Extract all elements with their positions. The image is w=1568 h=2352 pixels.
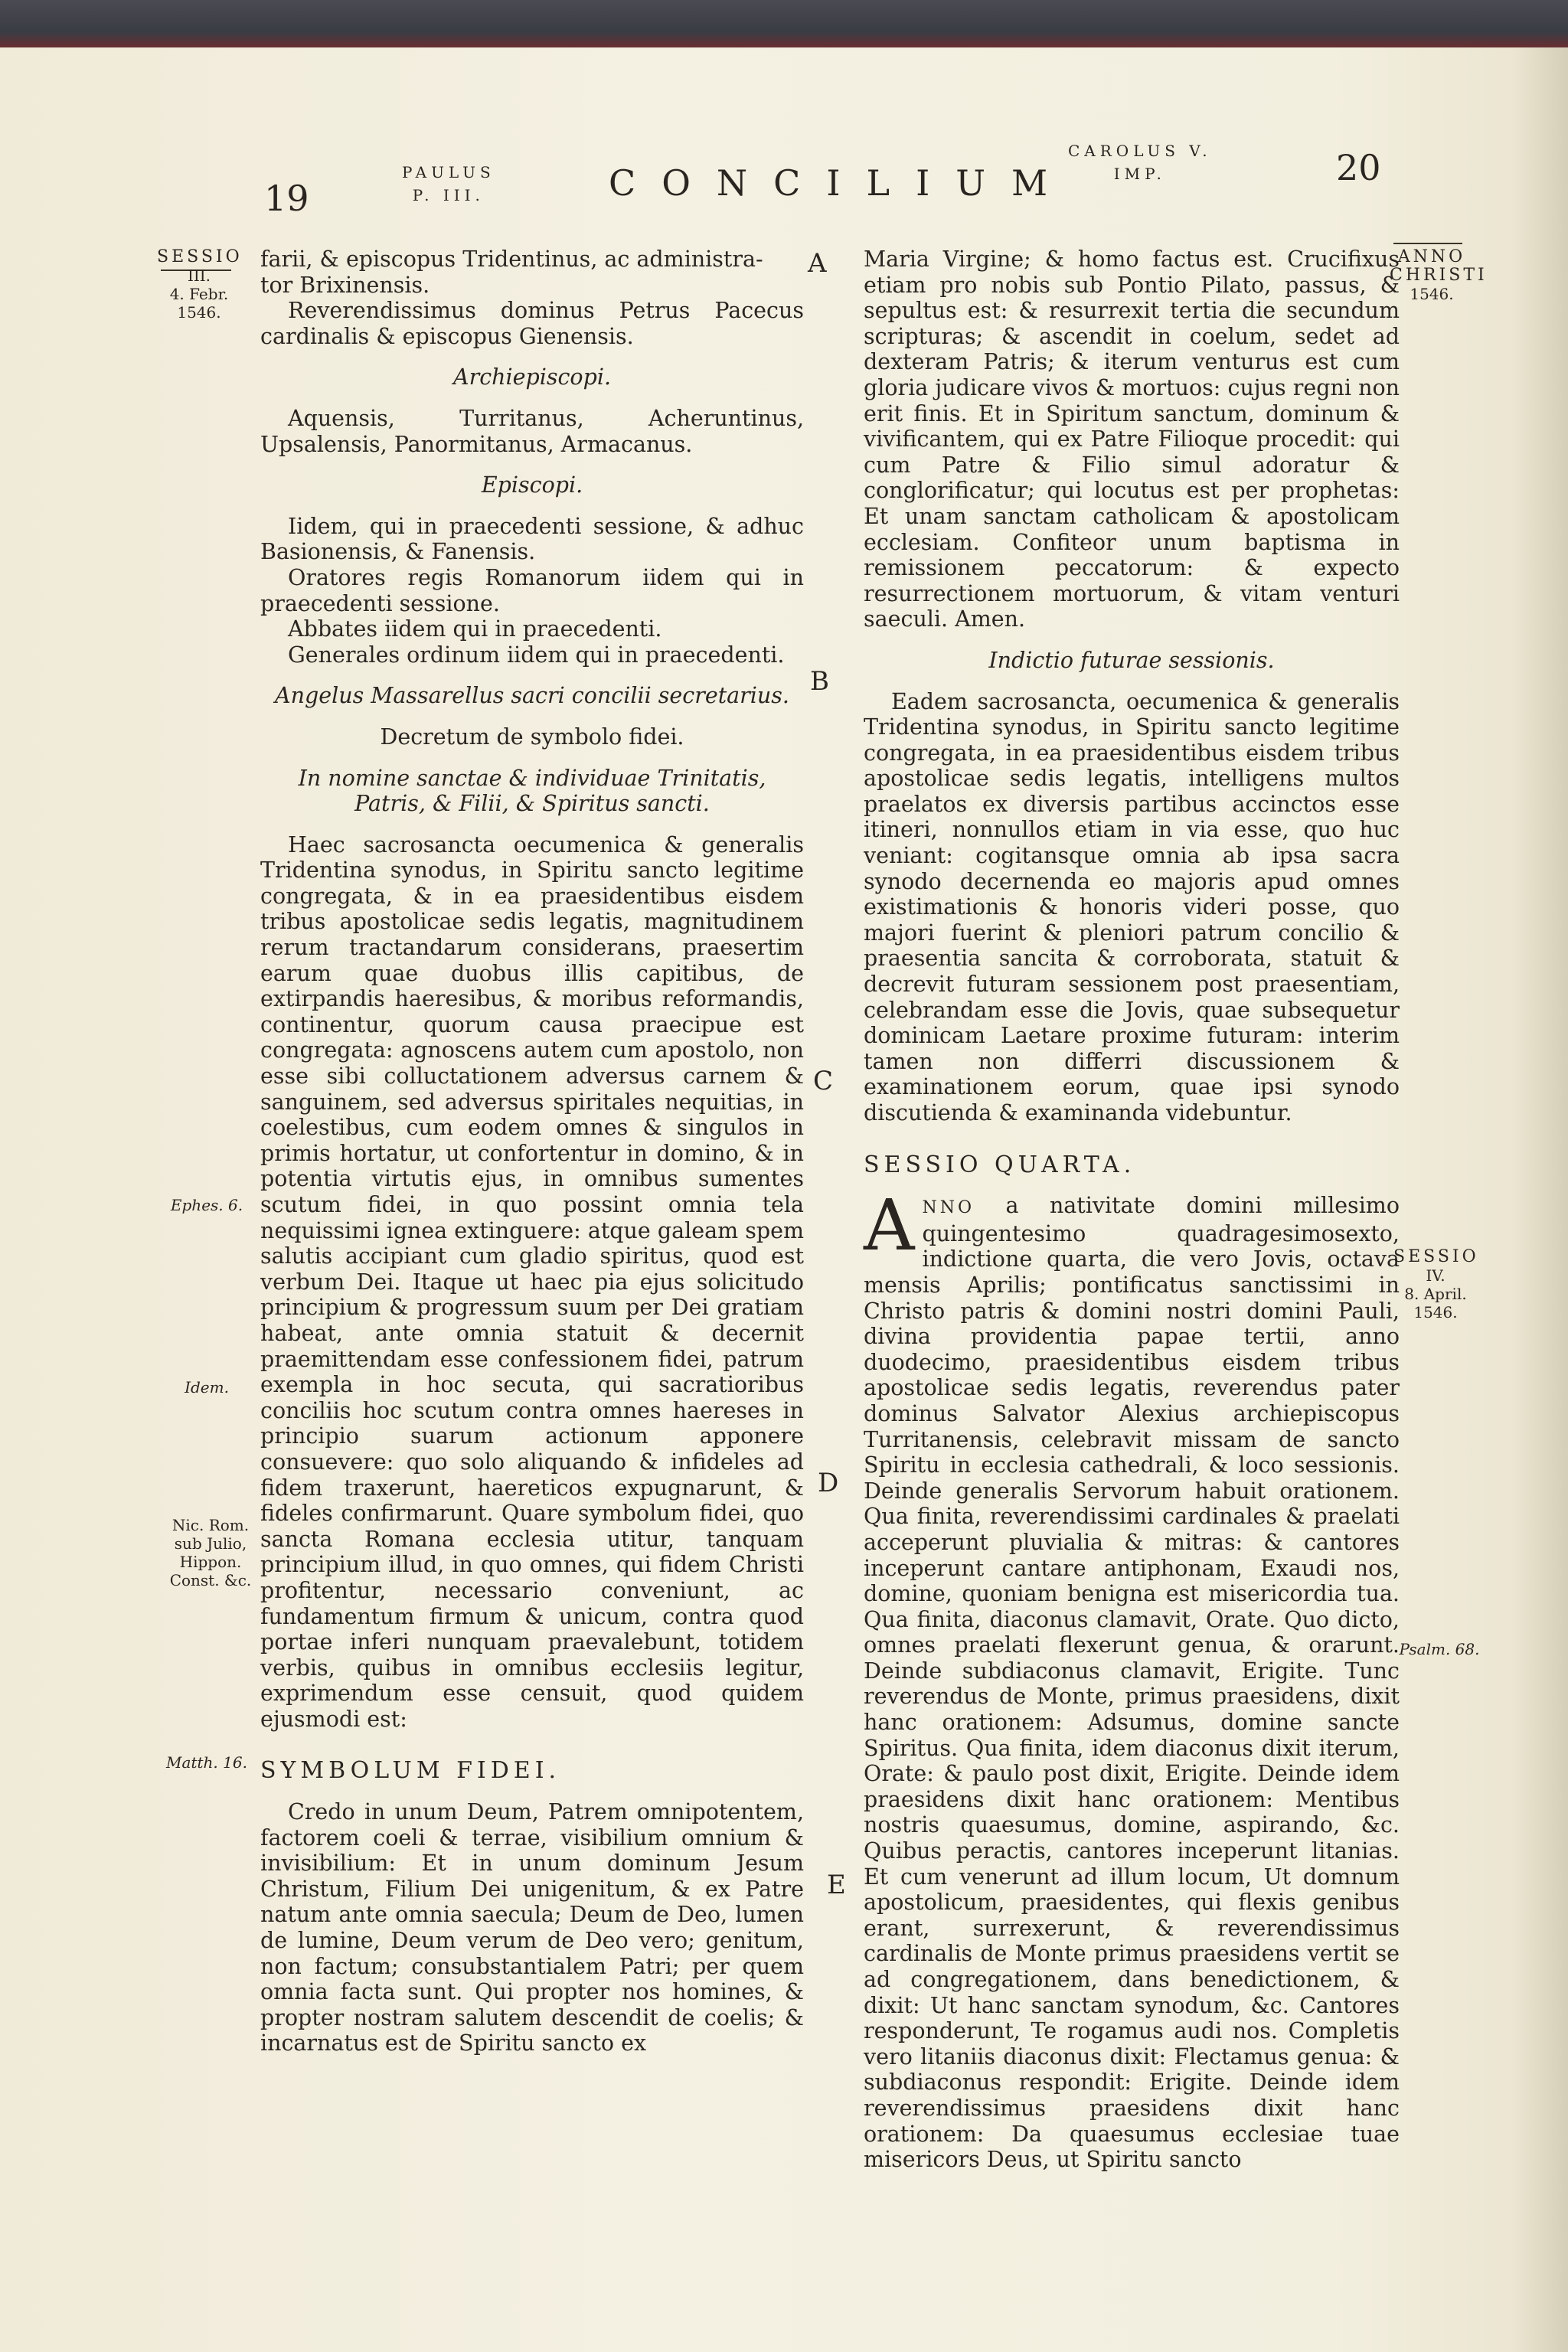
background-tablecloth xyxy=(0,0,1568,54)
running-head-right xyxy=(1068,139,1212,185)
running-title: CONCILIUM xyxy=(609,162,1074,204)
margin-note-psalm: Psalm. 68. xyxy=(1399,1640,1480,1658)
book-page xyxy=(0,47,1568,2352)
right-column xyxy=(864,247,1400,2173)
section-letter-a: A xyxy=(808,248,827,279)
running-head-left xyxy=(402,161,495,207)
margin-year: 1546. xyxy=(177,303,221,322)
margin-note-matth: Matth. 16. xyxy=(166,1753,247,1772)
archiepiscopi-names: Aquensis, Turritanus, Acheruntinus, Upsalensis, Panormitanus, Armacanus. xyxy=(260,405,804,457)
left-line-2: tor Brixinensis. xyxy=(260,272,430,298)
creed-continuation: Maria Virgine; & homo factus est. Crucifixus etiam pro nobis sub Pontio Pilato, passus, & sepultus est: & resurrexit tertia die secundum scripturas; & ascendit in coelum, sedet ad dexteram Patris; & iterum venturus est cum gloria judicare vivos & mortuos: cujus regni non erit finis. Et in Spiritum sanctum, dominum & vivificantem, qui ex Patre Filioque procedit: qui cum Patre & Filio simul adoratur & conglorificatur; qui locutus est per prophetas: Et unam sanctam catholicam & apostolicam ecclesiam. Confiteor unum baptisma in remissionem peccatorum: & expecto resurrectionem mortuorum, & vitam venturi saeculi. Amen. xyxy=(864,247,1400,632)
margin-note-ephes: Ephes. 6. xyxy=(170,1196,243,1214)
indictio-body: Eadem sacrosancta, oecumenica & generalis Tridentina synodus, in Spiritu sancto legitime congregata, in ea praesidentibus eisdem tribus apostolicae sedis legatis, intelligens multos praelatos ex diversis partibus accinctos esse itineri, nonnullos etiam in via esse, quo huc veniant: cogitansque omnia ab ipsa sacra synodo decernenda eo majoris apud omnes existimationis & honoris videri posse, quo majori fuerint & pleniori patrum concilio & praesentia sancita & corroborata, statuit & decrevit futuram sessionem post praesentiam, celebrandam esse die Jovis, quae subsequetur dominicam Laetare proxime futuram: interim tamen non differri discussionem & examinationem eorum, quae ipsi synodo discutienda & examinanda videbuntur. xyxy=(864,688,1400,1125)
iidem-entry: Iidem, qui in praecedenti sessione, & adhuc Basionensis, & Fanensis. xyxy=(260,513,804,565)
page-number-left: 19 xyxy=(264,178,309,219)
section-letter-e: E xyxy=(827,1870,846,1900)
margin-note-session xyxy=(157,248,241,322)
creed-text: Credo in unum Deum, Patrem omnipotentem, factorem coeli & terrae, visibilium omnium & invisibilium: Et in unum dominum Jesum Christum, Filium Dei unigenitum, & ex Patre natum ante omnia saecula; Deum de Deo, lumen de lumine, Deum verum de Deo vero; genitum, non factum; consubstantialem Patri; per quem omnia facta sunt. Qui propter nos homines, & propter nostram salutem descendit de coelis; & incarnatus est de Spiritu sancto ex xyxy=(260,1799,804,2056)
page-number-right: 20 xyxy=(1336,147,1381,188)
section-letter-c: C xyxy=(813,1066,834,1096)
margin-year-4: 1546. xyxy=(1413,1303,1458,1321)
margin-note-idem: Idem. xyxy=(185,1378,229,1396)
archiepiscopi-heading: Archiepiscopi. xyxy=(452,364,612,390)
running-head-left-line1: PAULUS xyxy=(402,163,495,181)
drop-cap: A xyxy=(864,1184,915,1267)
margin-anno: ANNO xyxy=(1397,247,1466,266)
running-head-left-line2: P. III. xyxy=(412,186,485,204)
section-letter-d: D xyxy=(818,1468,839,1498)
margin-nic-line2: sub Julio, xyxy=(174,1534,247,1553)
margin-nic-line3: Hippon. xyxy=(179,1553,242,1571)
margin-date: 4. Febr. xyxy=(169,285,229,303)
running-header xyxy=(0,47,1568,219)
page-edge-shadow xyxy=(1514,47,1568,2352)
episcopi-heading: Episcopi. xyxy=(481,472,583,498)
margin-note-councils xyxy=(165,1516,256,1589)
pacecus-entry: Reverendissimus dominus Petrus Pacecus cardinalis & episcopus Gienensis. xyxy=(260,298,804,349)
running-head-right-line1: CAROLUS V. xyxy=(1068,142,1212,160)
left-line-1: farii, & episcopus Tridentinus, ac administra- xyxy=(260,247,763,272)
margin-nic-line1: Nic. Rom. xyxy=(172,1516,250,1534)
decree-body: Haec sacrosancta oecumenica & generalis Tridentina synodus, in Spiritu sancto legitime congregata, & in ea praesidentibus eisdem tribus apostolicae sedis legatis, magnitudinem rerum tractandarum considerans, praesertim earum quae duobus illis capitibus, de extirpandis haeresibus, & moribus reformandis, continentur, quorum causa praecipue est congregata: agnoscens autem cum apostolo, non esse sibi colluctationem adversus carnem & sanguinem, sed adversus spiritales nequitias, in coelestibus, cum eodem omnes & singulos in primis hortatur, ut confortentur in domino, & in potentia virtutis ejus, in omnibus sumentes scutum fidei, in quo possint omnia tela nequissimi ignea extinguere: atque galeam spem salutis accipiant cum gladio spiritus, quod est verbum Dei. Itaque ut haec pia ejus solicitudo principium & progressum suum per Dei gratiam habeat, ante omnia statuit & decernit praemittendam esse confessionem fidei, patrum exempla in hoc secuta, qui sacratioribus conciliis hoc scutum contra omnes haereses in principio suarum actionum apponere consuevere: quo solo aliquando & infideles ad fidem traxerunt, haereticos expugnarunt, & fideles confirmarunt. Quare symbolum fidei, quo sancta Romana ecclesia utitur, tanquam principium illud, in quo omnes, qui fidem Christi profitentur, necessario conveniunt, ac fundamentum firmum & unicum, contra quod portae inferi nunquam praevalebunt, totidem verbis, quibus in omnibus ecclesiis legitur, exprimendum esse censuit, quod quidem ejusmodi est: xyxy=(260,831,804,1732)
margin-date-4: 8. April. xyxy=(1404,1285,1467,1303)
indictio-heading: Indictio futurae sessionis. xyxy=(988,647,1275,673)
anno-smallcaps: NNO xyxy=(922,1198,975,1218)
margin-christi: CHRISTI xyxy=(1390,266,1488,285)
oratores-entry: Oratores regis Romanorum iidem qui in praecedenti sessione. xyxy=(260,564,804,616)
decree-title: Decretum de symbolo fidei. xyxy=(380,724,684,750)
invocation: In nomine sanctae & individuae Trinitatis, Patris, & Filii, & Spiritus sancti. xyxy=(298,765,766,817)
margin-note-year xyxy=(1390,247,1488,303)
margin-sessio: SESSIO xyxy=(157,247,243,266)
generales-entry: Generales ordinum iidem qui in praecedenti. xyxy=(288,642,785,668)
running-head-right-line2: IMP. xyxy=(1113,165,1166,183)
margin-rule-right xyxy=(1393,243,1462,244)
session4-text: a nativitate domini millesimo quingentesimo quadragesimosexto, indictione quarta, die vero Jovis, octava mensis Aprilis; pontificatus sanctissimi in Christo patris & domini nostri domini Pauli, divina providentia papae tertii, anno duodecimo, praesidentibus eisdem tribus apostolicae sedis legatis, reverendus pater dominus Salvator Alexius archiepiscopus Turritanensis, celebravit missam de sancto Spiritu in ecclesia cathedrali, & loco sessionis. Deinde generalis Servorum habuit orationem. Qua finita, reverendissimi cardinales & praelati acceperunt pluvialia & mitras: & cantores inceperunt cantare antiphonam, Exaudi nos, domine, quoniam benigna est misericordia tua. Qua finita, diaconus clamavit, Orate. Quo dicto, omnes praelati flexerunt genua, & orarunt. Deinde subdiaconus clamavit, Erigite. Tunc reverendus de Monte, primus praesidens, dixit hanc orationem: Adsumus, domine sancte Spiritus. Qua finita, idem diaconus dixit iterum, Orate: & paulo post dixit, Erigite. Deinde idem praesidens dixit hanc orationem: Mentibus nostris quaesumus, domine, aspirando, &c. Quibus peractis, cantores inceperunt litanias. Et cum venerunt ad illum locum, Ut domnum apostolicum, praesidentes, qui flexis genibus erant, surrexerunt, & reverendissimus cardinalis de Monte primus praesidens vertit se ad congregationem, dans benedictionem, & dixit: Ut hanc sanctam synodum, &c. Cantores responderunt, Te rogamus audi nos. Completis vero litaniis diaconus dixit: Flectamus genua: & subdiaconus respondit: Erigite. Deinde idem reverendissimus praesidens dixit hanc orationem: Da quaesumus ecclesiae tuae misericors Deus, ut Spiritu sancto xyxy=(864,1193,1400,2173)
section-letter-b: B xyxy=(810,666,829,697)
margin-note-session4 xyxy=(1393,1248,1478,1321)
margin-right-year: 1546. xyxy=(1410,285,1454,303)
secretary-line: Angelus Massarellus sacri concilii secretarius. xyxy=(275,683,789,709)
session4-body xyxy=(864,1184,1400,2173)
margin-sessio-4-number: IV. xyxy=(1426,1266,1446,1285)
abbates-entry: Abbates iidem qui in praecedenti. xyxy=(288,616,662,642)
margin-sessio-number: III. xyxy=(187,266,211,285)
margin-sessio-4: SESSIO xyxy=(1393,1247,1479,1266)
margin-nic-line4: Const. &c. xyxy=(169,1571,252,1589)
symbolum-heading: SYMBOLUM FIDEI. xyxy=(260,1757,561,1785)
left-column xyxy=(260,247,804,2056)
sessio-quarta-heading: SESSIO QUARTA. xyxy=(864,1151,1136,1178)
